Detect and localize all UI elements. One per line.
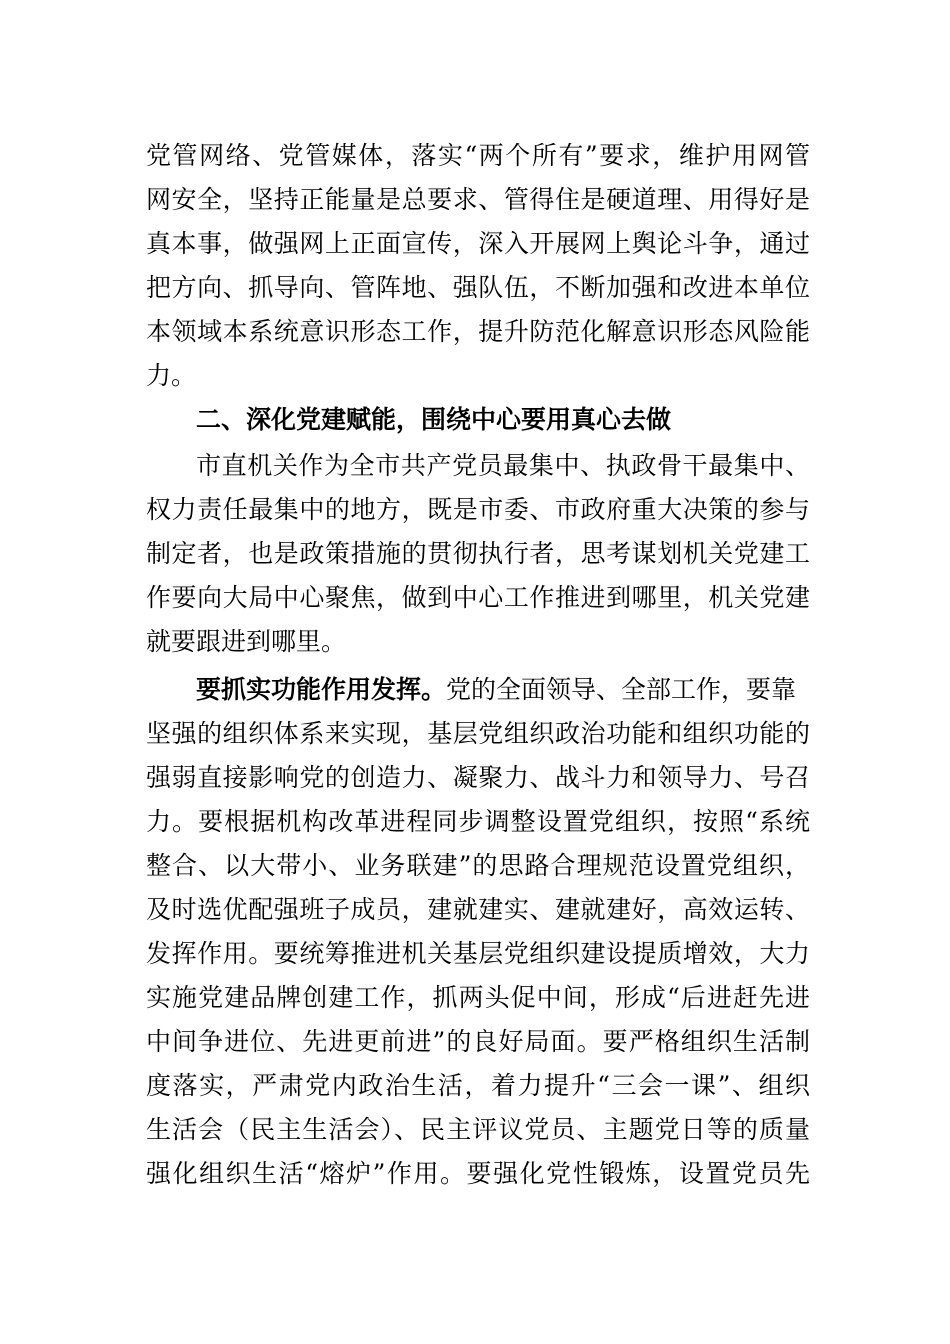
paragraph-line: 及时选优配强班子成员，建就建实、建就建好，高效运转、 (146, 895, 810, 924)
paragraph-line: 整合、以大带小、业务联建”的思路合理规范设置党组织， (146, 851, 810, 880)
paragraph-line: 发挥作用。要统筹推进机关基层党组织建设提质增效，大力 (146, 939, 810, 968)
paragraph-line: 坚强的组织体系来实现，基层党组织政治功能和组织功能的 (146, 719, 810, 748)
paragraph-line: 就要跟进到哪里。 (146, 627, 347, 656)
paragraph-line: 本领域本系统意识形态工作，提升防范化解意识形态风险能 (146, 317, 810, 346)
paragraph-lead-bold: 要抓实功能作用发挥。 (196, 675, 447, 704)
paragraph-lead-line (196, 668, 810, 712)
paragraph-line: 权力责任最集中的地方，既是市委、市政府重大决策的参与 (146, 495, 810, 524)
paragraph-line: 力。 (146, 361, 197, 390)
paragraph-line: 中间争进位、先进更前进”的良好局面。要严格组织生活制 (146, 1027, 810, 1056)
paragraph-line: 制定者，也是政策措施的贯彻执行者，思考谋划机关党建工 (146, 539, 810, 568)
paragraph-line: 市直机关作为全市共产党员最集中、执政骨干最集中、 (196, 451, 810, 480)
paragraph-line: 真本事，做强网上正面宣传，深入开展网上舆论斗争，通过 (146, 229, 810, 258)
paragraph-line: 生活会（民主生活会）、民主评议党员、主题党日等的质量 (146, 1115, 810, 1144)
paragraph-line: 度落实，严肃党内政治生活，着力提升“三会一课”、组织 (146, 1071, 810, 1100)
paragraph-line: 力。要根据机构改革进程同步调整设置党组织，按照“系统 (146, 807, 810, 836)
paragraph-line: 党管网络、党管媒体，落实“两个所有”要求，维护用网管 (146, 141, 810, 170)
paragraph-line: 把方向、抓导向、管阵地、强队伍，不断加强和改进本单位 (146, 273, 810, 302)
paragraph-line: 作要向大局中心聚焦，做到中心工作推进到哪里，机关党建 (146, 583, 810, 612)
section-heading: 二、深化党建赋能，围绕中心要用真心去做 (196, 405, 672, 434)
paragraph-line: 网安全，坚持正能量是总要求、管得住是硬道理、用得好是 (146, 185, 810, 214)
paragraph-line: 实施党建品牌创建工作，抓两头促中间，形成“后进赶先进 (146, 983, 810, 1012)
paragraph-line: 强化组织生活“熔炉”作用。要强化党性锻炼，设置党员先 (146, 1159, 810, 1188)
paragraph-line: 强弱直接影响党的创造力、凝聚力、战斗力和领导力、号召 (146, 763, 810, 792)
paragraph-lead-rest: 党的全面领导、全部工作，要靠 (446, 675, 797, 704)
